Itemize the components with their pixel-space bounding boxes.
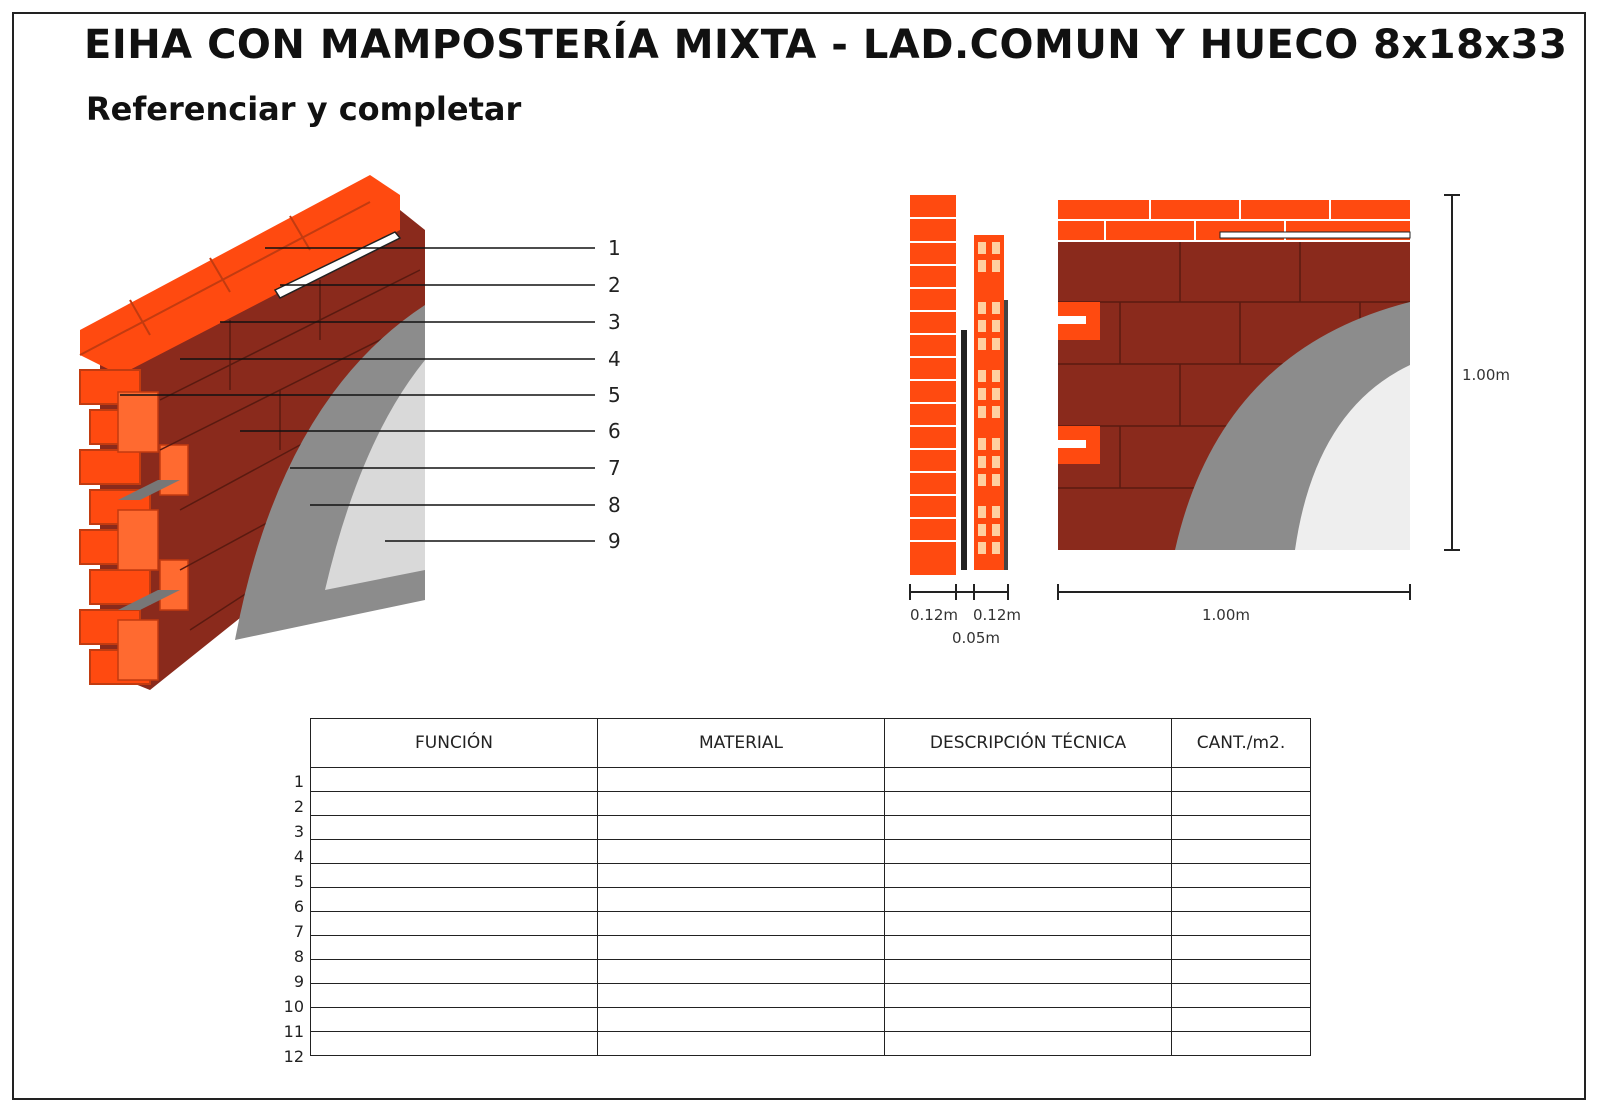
table-row	[311, 960, 1311, 984]
row-number: 1	[293, 772, 304, 791]
cell-descripcion[interactable]	[885, 888, 1172, 912]
header-cantidad: CANT./m2.	[1172, 719, 1311, 768]
table-row	[311, 840, 1311, 864]
cell-material[interactable]	[598, 888, 885, 912]
row-number: 10	[283, 997, 304, 1016]
row-number: 6	[293, 897, 304, 916]
cell-material[interactable]	[598, 840, 885, 864]
header-material: MATERIAL	[598, 719, 885, 768]
elevation-view	[1058, 200, 1410, 550]
row-number: 7	[293, 922, 304, 941]
row-number: 5	[293, 872, 304, 891]
section-brick-column	[910, 195, 956, 575]
table-row	[311, 1032, 1311, 1056]
reference-table	[310, 718, 1311, 1056]
cell-descripcion[interactable]	[885, 960, 1172, 984]
cell-cantidad[interactable]	[1172, 984, 1311, 1008]
cell-cantidad[interactable]	[1172, 840, 1311, 864]
cell-descripcion[interactable]	[885, 936, 1172, 960]
leader-label: 6	[608, 419, 621, 443]
cell-funcion[interactable]	[311, 936, 598, 960]
cell-funcion[interactable]	[311, 816, 598, 840]
leader-label: 2	[608, 273, 621, 297]
elevation-insulation	[1220, 232, 1410, 238]
leader-label: 1	[608, 236, 621, 260]
dim-elevation-width: 1.00m	[1202, 606, 1251, 624]
cell-funcion[interactable]	[311, 864, 598, 888]
cell-material[interactable]	[598, 816, 885, 840]
cell-funcion[interactable]	[311, 1032, 598, 1056]
cell-descripcion[interactable]	[885, 840, 1172, 864]
cell-material[interactable]	[598, 792, 885, 816]
cell-material[interactable]	[598, 912, 885, 936]
cell-material[interactable]	[598, 960, 885, 984]
cell-funcion[interactable]	[311, 960, 598, 984]
leader-label: 4	[608, 347, 621, 371]
header-funcion: FUNCIÓN	[311, 719, 598, 768]
leader-label: 3	[608, 310, 621, 334]
leader-label: 9	[608, 529, 621, 553]
cell-funcion[interactable]	[311, 1008, 598, 1032]
cell-material[interactable]	[598, 1008, 885, 1032]
cell-cantidad[interactable]	[1172, 816, 1311, 840]
row-number: 3	[293, 822, 304, 841]
dim-gap: 0.05m	[952, 629, 1001, 647]
dim-width-left: 0.12m	[910, 606, 959, 624]
section-elevation-drawing	[890, 180, 1520, 660]
row-number: 8	[293, 947, 304, 966]
cell-cantidad[interactable]	[1172, 912, 1311, 936]
cell-funcion[interactable]	[311, 912, 598, 936]
cell-material[interactable]	[598, 1032, 885, 1056]
cell-descripcion[interactable]	[885, 768, 1172, 792]
row-number: 2	[293, 797, 304, 816]
cell-cantidad[interactable]	[1172, 1032, 1311, 1056]
table-row	[311, 912, 1311, 936]
table-row	[311, 888, 1311, 912]
header-descripcion: DESCRIPCIÓN TÉCNICA	[885, 719, 1172, 768]
cell-descripcion[interactable]	[885, 1032, 1172, 1056]
table-row	[311, 864, 1311, 888]
dim-width-right: 0.12m	[973, 606, 1022, 624]
row-number: 9	[293, 972, 304, 991]
cell-cantidad[interactable]	[1172, 768, 1311, 792]
cell-descripcion[interactable]	[885, 1008, 1172, 1032]
cell-funcion[interactable]	[311, 888, 598, 912]
row-number: 11	[283, 1022, 304, 1041]
dim-elevation-height: 1.00m	[1462, 366, 1511, 384]
section-insulation	[961, 330, 967, 570]
leader-label: 8	[608, 493, 621, 517]
cell-funcion[interactable]	[311, 840, 598, 864]
page-subtitle: Referenciar y completar	[86, 90, 522, 128]
table-row	[311, 792, 1311, 816]
leader-label: 5	[608, 383, 621, 407]
cell-cantidad[interactable]	[1172, 888, 1311, 912]
cell-cantidad[interactable]	[1172, 1008, 1311, 1032]
cell-descripcion[interactable]	[885, 792, 1172, 816]
cell-descripcion[interactable]	[885, 864, 1172, 888]
table-row	[311, 936, 1311, 960]
cell-cantidad[interactable]	[1172, 960, 1311, 984]
cell-material[interactable]	[598, 936, 885, 960]
leader-label: 7	[608, 456, 621, 480]
table-row	[311, 816, 1311, 840]
row-number: 12	[283, 1047, 304, 1066]
cell-descripcion[interactable]	[885, 816, 1172, 840]
cell-descripcion[interactable]	[885, 984, 1172, 1008]
table-row	[311, 768, 1311, 792]
cell-funcion[interactable]	[311, 768, 598, 792]
cell-material[interactable]	[598, 984, 885, 1008]
table-header-row	[311, 719, 1311, 768]
cell-material[interactable]	[598, 864, 885, 888]
section-hollow-column	[974, 235, 1008, 570]
cell-cantidad[interactable]	[1172, 936, 1311, 960]
cell-cantidad[interactable]	[1172, 792, 1311, 816]
cell-material[interactable]	[598, 768, 885, 792]
cell-funcion[interactable]	[311, 792, 598, 816]
table-row	[311, 1008, 1311, 1032]
cell-funcion[interactable]	[311, 984, 598, 1008]
page-title: EIHA CON MAMPOSTERÍA MIXTA - LAD.COMUN Y HUECO 8x18x33	[84, 22, 1568, 68]
row-number: 4	[293, 847, 304, 866]
cell-descripcion[interactable]	[885, 912, 1172, 936]
cell-cantidad[interactable]	[1172, 864, 1311, 888]
table-row	[311, 984, 1311, 1008]
